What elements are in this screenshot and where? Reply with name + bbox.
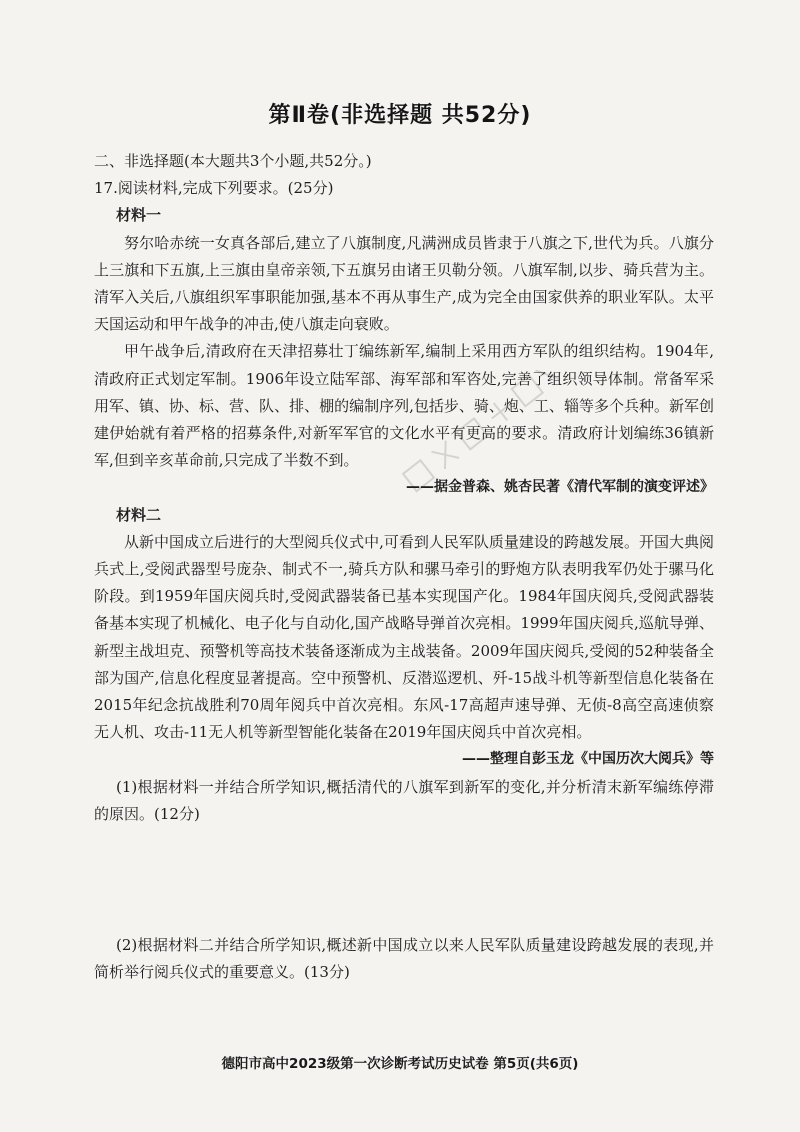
material-1-paragraph-2: 甲午战争后,清政府在天津招募壮丁编练新军,编制上采用西方军队的组织结构。1904年,清政府正式划定军制。1906年设立陆军部、海军部和军咨处,完善了组织领导体制。常备军采用军、镇、协、标、营、队、排、棚的编制序列,包括步、骑、炮、工、辎等多个兵种。新军创建伊始就有着严格的招募条件,对新军军官的文化水平有更高的要求。清政府计划编练36镇新军,但到辛亥革命前,只完成了半数不到。 bbox=[94, 342, 714, 470]
exam-section-title: 第Ⅱ卷(非选择题 共52分) bbox=[268, 103, 532, 128]
material-1-source: ——据金普森、姚杏民著《清代军制的演变评述》 bbox=[406, 479, 714, 496]
material-1-paragraph-1: 努尔哈赤统一女真各部后,建立了八旗制度,凡满洲成员皆隶于八旗之下,世代为兵。八旗分上三旗和下五旗,上三旗由皇帝亲领,下五旗另由诸王贝勒分领。八旗军制,以步、骑兵营为主。清军入关后,八旗组织军事职能加强,基本不再从事生产,成为完全由国家供养的职业军队。太平天国运动和甲午战争的冲击,使八旗走向衰败。 bbox=[94, 233, 714, 334]
page-footer: 德阳市高中2023级第一次诊断考试历史试卷 第5页(共6页) bbox=[221, 1056, 579, 1072]
material-2-source: ——整理自彭玉龙《中国历次大阅兵》等 bbox=[462, 751, 714, 768]
material-1-heading: 材料一 bbox=[116, 206, 162, 225]
question-17-prompt: 17.阅读材料,完成下列要求。(25分) bbox=[94, 179, 334, 198]
section-header: 二、非选择题(本大题共3个小题,共52分。) bbox=[94, 152, 372, 170]
material-2-heading: 材料二 bbox=[116, 505, 162, 524]
sub-question-2: (2)根据材料二并结合所学知识,概述新中国成立以来人民军队质量建设跨越发展的表现,并简析举行阅兵仪式的重要意义。(13分) bbox=[94, 936, 714, 982]
sub-question-1: (1)根据材料一并结合所学知识,概括清代的八旗军到新军的变化,并分析清末新军编练停滞的原因。(12分) bbox=[94, 777, 714, 823]
material-2-paragraph-1: 从新中国成立后进行的大型阅兵仪式中,可看到人民军队质量建设的跨越发展。开国大典阅兵式上,受阅武器型号庞杂、制式不一,骑兵方队和骡马牵引的野炮方队表明我军仍处于骡马化阶段。到1959年国庆阅兵时,受阅武器装备已基本实现国产化。1984年国庆阅兵,受阅武器装备基本实现了机械化、电子化与自动化,国产战略导弹首次亮相。1999年国庆阅兵,巡航导弹、新型主战坦克、预警机等高技术装备逐渐成为主战装备。2009年国庆阅兵,受阅的52种装备全部为国产,信息化程度显著提高。空中预警机、反潜巡逻机、歼-15战斗机等新型信息化装备在2015年纪念抗战胜利70周年阅兵中首次亮相。东风-17高超声速导弹、无侦-8高空高速侦察无人机、攻击-11无人机等新型智能化装备在2019年国庆阅兵中首次亮相。 bbox=[94, 532, 714, 742]
exam-content bbox=[94, 148, 714, 986]
answer-space-1 bbox=[94, 828, 714, 932]
